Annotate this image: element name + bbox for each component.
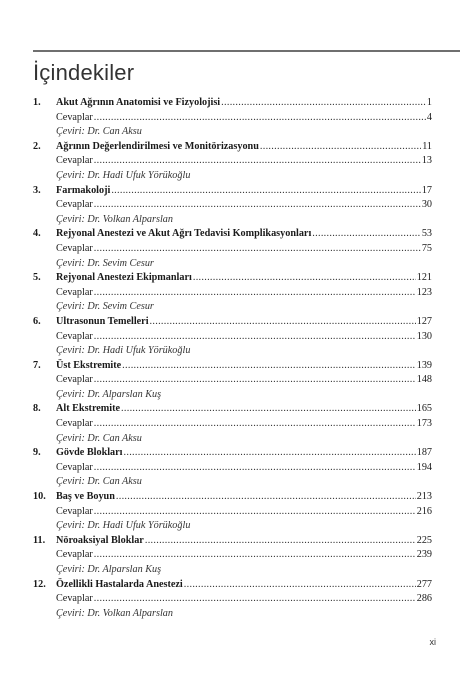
dot-leader bbox=[312, 227, 421, 242]
chapter-title: Farmakoloji bbox=[56, 184, 111, 196]
chapter-number: 9. bbox=[33, 447, 41, 459]
answers-line[interactable] bbox=[33, 198, 432, 213]
translator-credit: Çeviri: Dr. Alparslan Kuş bbox=[56, 388, 162, 400]
answers-label: Cevaplar bbox=[56, 418, 93, 430]
answers-label: Cevaplar bbox=[56, 155, 93, 167]
chapter-page: 213 bbox=[416, 491, 432, 503]
toc-entry bbox=[33, 96, 432, 140]
translator-credit: Çeviri: Dr. Can Aksu bbox=[56, 126, 142, 138]
translator-credit: Çeviri: Dr. Can Aksu bbox=[56, 476, 142, 488]
answers-line[interactable] bbox=[33, 417, 432, 432]
toc-entry bbox=[33, 578, 432, 622]
chapter-title: Rejyonal Anestezi ve Akut Ağrı Tedavisi Komplikasyonları bbox=[56, 228, 312, 240]
dot-leader bbox=[221, 96, 426, 111]
translator-credit: Çeviri: Dr. Volkan Alparslan bbox=[56, 607, 173, 619]
chapter-page: 165 bbox=[416, 403, 432, 415]
answers-label: Cevaplar bbox=[56, 374, 93, 386]
chapter-page: 277 bbox=[416, 578, 432, 590]
answers-page: 286 bbox=[416, 593, 432, 605]
answers-label: Cevaplar bbox=[56, 461, 93, 473]
translator-credit: Çeviri: Dr. Can Aksu bbox=[56, 432, 142, 444]
chapter-title: Akut Ağrının Anatomisi ve Fizyolojisi bbox=[56, 97, 221, 108]
chapter-page: 127 bbox=[416, 315, 432, 327]
chapter-number: 2. bbox=[33, 140, 41, 152]
dot-leader bbox=[145, 534, 416, 549]
chapter-number: 12. bbox=[33, 578, 46, 590]
answers-page: 148 bbox=[416, 374, 432, 386]
answers-label: Cevaplar bbox=[56, 593, 93, 605]
translator-credit: Çeviri: Dr. Hadi Ufuk Yörükoğlu bbox=[56, 520, 191, 532]
answers-page: 4 bbox=[426, 111, 432, 123]
answers-line[interactable] bbox=[33, 461, 432, 476]
answers-line[interactable] bbox=[33, 111, 432, 126]
translator-credit: Çeviri: Dr. Hadi Ufuk Yörükoğlu bbox=[56, 345, 191, 357]
answers-line[interactable] bbox=[33, 592, 432, 607]
answers-page: 239 bbox=[416, 549, 432, 561]
chapter-number: 11. bbox=[33, 534, 46, 546]
chapter-line[interactable] bbox=[33, 227, 432, 242]
translator-credit: Çeviri: Dr. Sevim Cesur bbox=[56, 257, 154, 269]
answers-page: 194 bbox=[416, 461, 432, 473]
toc-entry bbox=[33, 359, 432, 403]
answers-line[interactable] bbox=[33, 548, 432, 563]
answers-line[interactable] bbox=[33, 330, 432, 345]
chapter-line[interactable] bbox=[33, 578, 432, 593]
answers-page: 216 bbox=[416, 505, 432, 517]
translator-credit: Çeviri: Dr. Hadi Ufuk Yörükoğlu bbox=[56, 169, 191, 181]
answers-line[interactable] bbox=[33, 373, 432, 388]
toc-entry bbox=[33, 490, 432, 534]
dot-leader bbox=[94, 111, 426, 126]
dot-leader bbox=[94, 198, 421, 213]
dot-leader bbox=[94, 461, 416, 476]
chapter-line[interactable] bbox=[33, 446, 432, 461]
chapter-title: Nöroaksiyal Bloklar bbox=[56, 534, 144, 546]
chapter-line[interactable] bbox=[33, 271, 432, 286]
answers-label: Cevaplar bbox=[56, 286, 93, 298]
answers-label: Cevaplar bbox=[56, 242, 93, 254]
chapter-number: 8. bbox=[33, 403, 41, 415]
chapter-number: 10. bbox=[33, 491, 46, 503]
chapter-line[interactable] bbox=[33, 96, 432, 111]
dot-leader bbox=[94, 154, 421, 169]
chapter-page: 187 bbox=[416, 447, 432, 459]
translator-credit: Çeviri: Dr. Volkan Alparslan bbox=[56, 213, 173, 225]
dot-leader bbox=[150, 315, 416, 330]
chapter-line[interactable] bbox=[33, 534, 432, 549]
answers-label: Cevaplar bbox=[56, 330, 93, 342]
chapter-page: 53 bbox=[421, 228, 432, 240]
chapter-title: Alt Ekstremite bbox=[56, 403, 121, 415]
chapter-title: Ultrasonun Temelleri bbox=[56, 315, 149, 327]
answers-line[interactable] bbox=[33, 242, 432, 257]
chapter-line[interactable] bbox=[33, 490, 432, 505]
answers-page: 75 bbox=[421, 242, 432, 254]
chapter-line[interactable] bbox=[33, 315, 432, 330]
chapter-page: 1 bbox=[426, 97, 432, 108]
chapter-title: Gövde Blokları bbox=[56, 447, 123, 459]
toc-entry bbox=[33, 402, 432, 446]
translator-credit: Çeviri: Dr. Sevim Cesur bbox=[56, 301, 154, 313]
translator-credit: Çeviri: Dr. Alparslan Kuş bbox=[56, 564, 162, 575]
chapter-page: 139 bbox=[416, 359, 432, 371]
dot-leader bbox=[94, 592, 416, 607]
dot-leader bbox=[94, 548, 416, 563]
chapter-line[interactable] bbox=[33, 184, 432, 199]
toc-entry bbox=[33, 184, 432, 228]
answers-page: 130 bbox=[416, 330, 432, 342]
chapter-title: Ağrının Değerlendirilmesi ve Monitörizasyonu bbox=[56, 140, 259, 152]
dot-leader bbox=[121, 402, 416, 417]
toc-entry bbox=[33, 140, 432, 184]
chapter-number: 1. bbox=[33, 97, 41, 108]
dot-leader bbox=[94, 505, 416, 520]
page-number: xi bbox=[429, 637, 436, 647]
dot-leader bbox=[184, 578, 416, 593]
table-of-contents bbox=[33, 96, 432, 621]
answers-line[interactable] bbox=[33, 505, 432, 520]
chapter-number: 7. bbox=[33, 359, 41, 371]
answers-label: Cevaplar bbox=[56, 199, 93, 211]
dot-leader bbox=[116, 490, 416, 505]
toc-entry bbox=[33, 315, 432, 359]
dot-leader bbox=[122, 359, 416, 374]
toc-entry bbox=[33, 271, 432, 315]
chapter-page: 121 bbox=[416, 272, 432, 284]
answers-page: 30 bbox=[421, 199, 432, 211]
dot-leader bbox=[111, 184, 420, 199]
toc-entry bbox=[33, 227, 432, 271]
dot-leader bbox=[193, 271, 416, 286]
top-divider bbox=[33, 50, 460, 52]
chapter-page: 225 bbox=[416, 534, 432, 546]
dot-leader bbox=[94, 330, 416, 345]
answers-line[interactable] bbox=[33, 154, 432, 169]
chapter-title: Üst Ekstremite bbox=[56, 359, 122, 371]
answers-page: 123 bbox=[416, 286, 432, 298]
chapter-title: Rejyonal Anestezi Ekipmanları bbox=[56, 272, 192, 284]
chapter-number: 3. bbox=[33, 184, 41, 196]
dot-leader bbox=[124, 446, 416, 461]
chapter-number: 4. bbox=[33, 228, 41, 240]
chapter-number: 5. bbox=[33, 272, 41, 284]
dot-leader bbox=[94, 417, 416, 432]
chapter-line[interactable] bbox=[33, 402, 432, 417]
toc-entry bbox=[33, 446, 432, 490]
chapter-number: 6. bbox=[33, 315, 41, 327]
page-title: İçindekiler bbox=[33, 60, 135, 85]
answers-page: 13 bbox=[421, 155, 432, 167]
answers-label: Cevaplar bbox=[56, 549, 93, 561]
answers-label: Cevaplar bbox=[56, 505, 93, 517]
dot-leader bbox=[94, 286, 416, 301]
answers-page: 173 bbox=[416, 418, 432, 430]
chapter-line[interactable] bbox=[33, 140, 432, 155]
dot-leader bbox=[94, 242, 421, 257]
chapter-line[interactable] bbox=[33, 359, 432, 374]
dot-leader bbox=[94, 373, 416, 388]
answers-label: Cevaplar bbox=[56, 111, 93, 123]
chapter-title: Baş ve Boyun bbox=[56, 491, 115, 503]
answers-line[interactable] bbox=[33, 286, 432, 301]
chapter-title: Özellikli Hastalarda Anestezi bbox=[56, 578, 183, 590]
toc-entry bbox=[33, 534, 432, 578]
chapter-page: 17 bbox=[421, 184, 432, 196]
dot-leader bbox=[260, 140, 421, 155]
chapter-page: 11 bbox=[422, 140, 432, 152]
